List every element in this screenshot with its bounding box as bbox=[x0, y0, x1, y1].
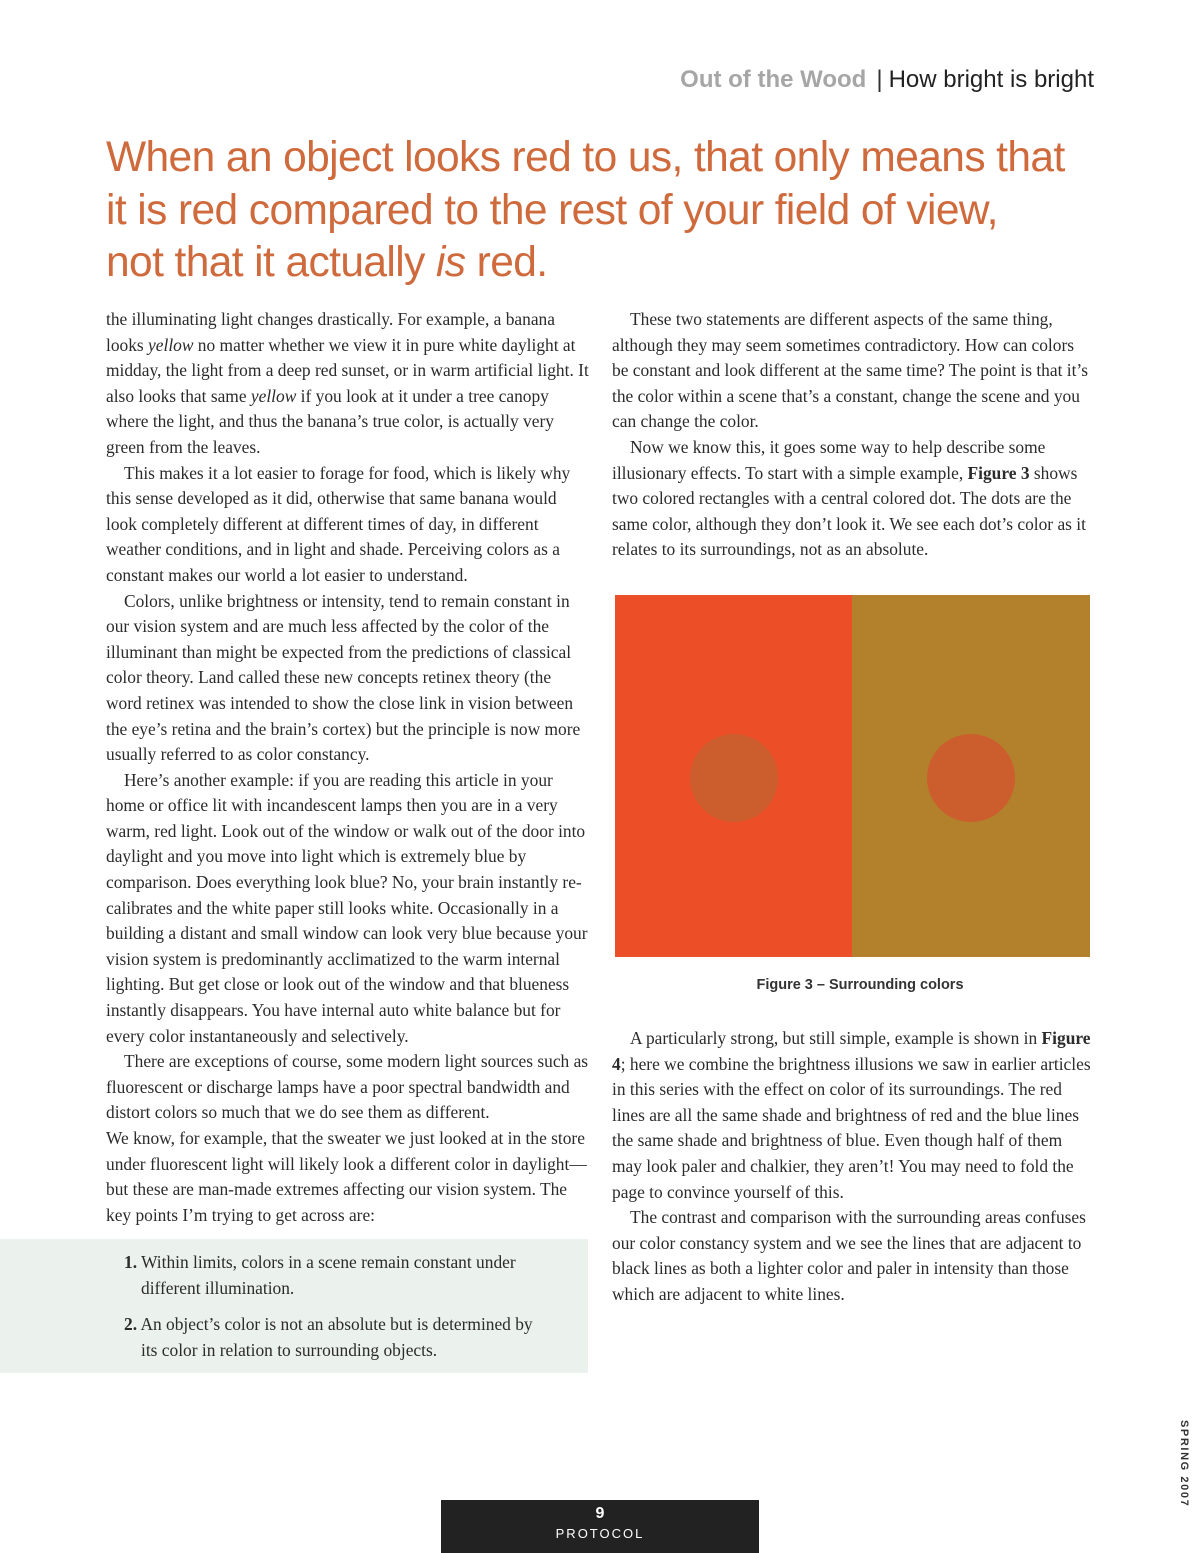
paragraph: There are exceptions of course, some modern light sources such as fluorescent or discharge lamps have a poor spectral bandwidth and distort colors so much that we do see them as different. bbox=[106, 1051, 589, 1123]
key-point-number: 2. bbox=[124, 1314, 138, 1335]
pull-quote-line-3-end: red. bbox=[465, 239, 548, 286]
key-point bbox=[124, 1250, 544, 1301]
figure-3-illustration bbox=[615, 595, 1090, 957]
text-run: Now we know this, it goes some way to help describe some illusionary effects. To start with a simple example, bbox=[612, 436, 1046, 483]
key-points-list bbox=[124, 1250, 544, 1374]
paragraph bbox=[612, 435, 1094, 563]
page-number: 9 bbox=[595, 1505, 605, 1522]
running-head bbox=[680, 66, 1094, 94]
section-title: Out of the Wood bbox=[680, 66, 867, 93]
pull-quote bbox=[106, 132, 1086, 290]
emphasis: yellow bbox=[250, 385, 297, 406]
key-point-text: An object’s color is not an absolute but is determined by its color in relation to surrounding objects. bbox=[140, 1314, 533, 1360]
paragraph bbox=[612, 1026, 1094, 1205]
paragraph: This makes it a lot easier to forage for food, which is likely why this sense developed as it did, otherwise that same banana would look completely different at different times of day, in different weather conditions, and in light and shade. Perceiving colors as a constant makes our world a lot easier to understand. bbox=[106, 462, 571, 585]
paragraph: The contrast and comparison with the surrounding areas confuses our color constancy system and we see the lines that are adjacent to black lines as both a lighter color and paler in intensity than those which are adjacent to white lines. bbox=[612, 1207, 1086, 1304]
figure-right-dot bbox=[927, 734, 1015, 822]
key-point-number: 1. bbox=[124, 1252, 138, 1272]
text-run: ; here we combine the brightness illusions we saw in earlier articles in this series with the effect on color of its surroundings. The red lines are all the same shade and brightness of red and the blue lines the same shade and brightness of blue. Even though half of them may look paler and chalkier, they aren’t! You may need to fold the page to convince yourself of this. bbox=[612, 1053, 1091, 1202]
text-run: the illuminating light changes drastically. For example, a banana looks bbox=[106, 309, 555, 355]
right-column bbox=[612, 307, 1094, 563]
text-run: no matter whether we view it in pure white daylight at midday, the light from a deep red sunset, or in warm artificial light. It also looks that same bbox=[106, 334, 589, 406]
figure-reference: Figure 3 bbox=[967, 462, 1030, 483]
key-points-box bbox=[0, 1239, 588, 1373]
text-run: shows two colored rectangles with a central colored dot. The dots are the same color, although they don’t look it. We see each dot’s color as it relates to its surroundings, not as an absolute. bbox=[612, 462, 1086, 560]
emphasis: yellow bbox=[148, 334, 194, 355]
left-column bbox=[106, 307, 590, 1228]
figure-left-dot bbox=[690, 734, 778, 822]
paragraph bbox=[106, 307, 590, 461]
text-run: A particularly strong, but still simple, example is shown in bbox=[630, 1028, 1042, 1048]
pull-quote-line-1: When an object looks red to us, that only means that bbox=[106, 134, 1065, 181]
figure-caption: Figure 3 – Surrounding colors bbox=[756, 977, 964, 993]
right-column-continued bbox=[612, 1026, 1094, 1308]
paragraph: Colors, unlike brightness or intensity, tend to remain constant in our vision system and are much less affected by the color of the illuminant than might be expected from the predictions of classical color theory. Land called these new concepts retinex theory (the word retinex was intended to show the close link in vision between the eye’s retina and the brain’s cortex) but the principle is now more usually referred to as color constancy. bbox=[106, 590, 581, 765]
paragraph: We know, for example, that the sweater we just looked at in the store under fluorescent light will likely look a different color in daylight—but these are man-made extremes affecting our vision system. The key points I’m trying to get across are: bbox=[106, 1128, 587, 1225]
pull-quote-line-2: it is red compared to the rest of your field of view, bbox=[106, 186, 998, 234]
text-run: if you look at it under a tree canopy where the light, and thus the banana’s true color, is actually very green from the leaves. bbox=[106, 385, 554, 457]
key-point-text: Within limits, colors in a scene remain constant under different illumination. bbox=[141, 1252, 516, 1298]
article-title: How bright is bright bbox=[888, 66, 1094, 93]
key-point bbox=[124, 1312, 544, 1363]
pull-quote-line-3 bbox=[106, 237, 1086, 290]
publication-name: PROTOCOL bbox=[555, 1526, 645, 1541]
pull-quote-emphasis: is bbox=[435, 239, 466, 286]
pull-quote-line-3-start: not that it actually bbox=[106, 239, 436, 286]
paragraph: These two statements are different aspects of the same thing, although they may seem sometimes contradictory. How can colors be constant and look different at the same time? The point is that it’s the color within a scene that’s a constant, change the scene and you can change the color. bbox=[612, 309, 1089, 432]
header-separator: | bbox=[876, 66, 883, 93]
page-footer bbox=[441, 1500, 759, 1553]
issue-label: SPRING 2007 bbox=[1178, 1420, 1190, 1508]
figure-reference: Figure 4 bbox=[612, 1028, 1091, 1074]
paragraph: Here’s another example: if you are reading this article in your home or office lit with incandescent lamps then you are in a very warm, red light. Look out of the window or walk out of the door into daylight and you move into light which is extremely blue by comparison. Does everything look blue? No, your brain instantly re-calibrates and the white paper still looks white. Occasionally in a building a distant and small window can look very blue because your vision system is predominantly acclimatized to the warm internal lighting. But get close or look out of the window and that blueness instantly disappears. You have internal auto white balance but for every color instantaneously and selectively. bbox=[106, 769, 588, 1046]
